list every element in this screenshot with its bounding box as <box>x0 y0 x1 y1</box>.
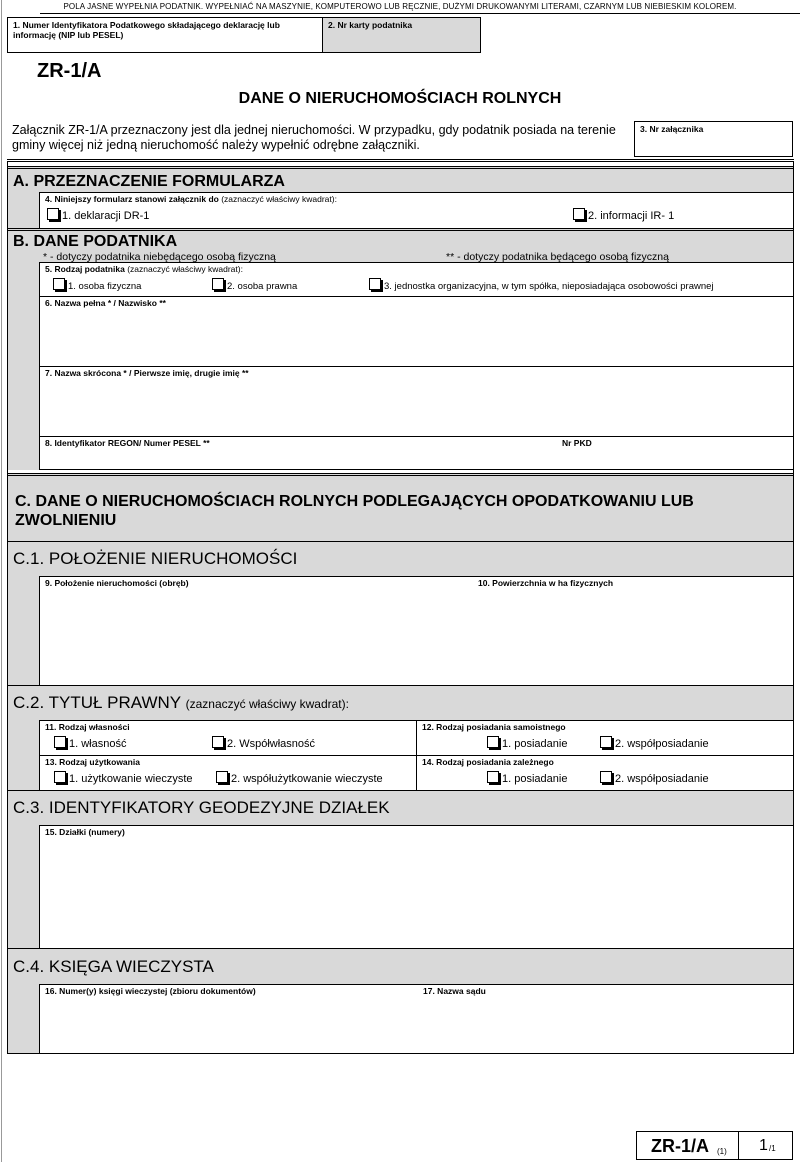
option-co-ownership[interactable]: 2. Współwłasność <box>212 736 315 750</box>
option-co-possession-14[interactable]: 2. współposiadanie <box>600 771 709 785</box>
left-margin-line <box>1 0 2 1162</box>
intro-text: Załącznik ZR-1/A przeznaczony jest dla jednej nieruchomości. W przypadku, gdy podatnik posiada na terenie gminy więcej niż jedną nieruchomość należy wypełnić odrębne załączniki. <box>12 123 616 152</box>
field-7-short-name[interactable] <box>39 366 793 436</box>
checkbox-legal-person[interactable] <box>212 278 224 290</box>
section-c-title: C. DANE O NIERUCHOMOŚCIACH ROLNYCH PODLEGAJĄCYCH OPODATKOWANIU LUB ZWOLNIENIU <box>15 493 694 529</box>
checkbox-co-possession-12[interactable] <box>600 736 612 748</box>
field-8-regon-pesel[interactable] <box>39 436 793 470</box>
c4-header <box>8 948 793 984</box>
field-12-independent-possession <box>416 720 793 755</box>
c3-title: C.3. IDENTYFIKATORY GEODEZYJNE DZIAŁEK <box>13 798 390 817</box>
field-9-location[interactable] <box>39 576 793 685</box>
c4-margin <box>8 984 39 1053</box>
option-legal-person[interactable]: 2. osoba prawna <box>212 278 297 292</box>
checkbox-ownership[interactable] <box>54 736 66 748</box>
form-code: ZR-1/A <box>37 60 102 82</box>
field-6-full-name[interactable] <box>39 296 793 366</box>
form-title: DANE O NIERUCHOMOŚCIACH ROLNYCH <box>238 90 562 107</box>
option-possession-12[interactable]: 1. posiadanie <box>487 736 567 750</box>
option-possession-14[interactable]: 1. posiadanie <box>487 771 567 785</box>
checkbox-org-unit[interactable] <box>369 278 381 290</box>
field-11-label: 11. Rodzaj własności <box>45 722 130 732</box>
taxpayer-card-number-field <box>322 17 481 53</box>
section-b-margin <box>8 262 39 470</box>
checkbox-possession-12[interactable] <box>487 736 499 748</box>
footer-form-code: ZR-1/A <box>651 1136 709 1156</box>
checkbox-dr1[interactable] <box>47 208 59 220</box>
checkbox-perpetual-usufruct[interactable] <box>54 771 66 783</box>
section-a-margin <box>8 192 39 228</box>
footer-form-version: (1) <box>717 1147 727 1156</box>
attachment-number-label: 3. Nr załącznika <box>640 124 704 134</box>
field-13-usage <box>39 755 416 790</box>
note-natural-person: ** - dotyczy podatnika będącego osobą fizyczną <box>446 251 669 263</box>
c2-title: C.2. TYTUŁ PRAWNY (zaznaczyć właściwy kwadrat): <box>13 693 349 712</box>
c1-header <box>8 541 793 576</box>
field-5 <box>39 262 793 296</box>
checkbox-ir1[interactable] <box>573 208 585 220</box>
checkbox-possession-14[interactable] <box>487 771 499 783</box>
section-a-header <box>8 166 793 192</box>
c2-header <box>8 685 793 720</box>
section-b-header <box>8 228 793 262</box>
checkbox-co-perpetual-usufruct[interactable] <box>216 771 228 783</box>
field-16-land-register[interactable] <box>39 984 793 1053</box>
field-11-ownership <box>39 720 416 755</box>
field-13-label: 13. Rodzaj użytkowania <box>45 757 140 767</box>
field-14-label: 14. Rodzaj posiadania zależnego <box>422 757 554 767</box>
field-4-label: 4. Niniejszy formularz stanowi załącznik do (zaznaczyć właściwy kwadrat): <box>45 194 337 204</box>
taxpayer-card-number-label: 2. Nr karty podatnika <box>328 20 413 30</box>
option-natural-person[interactable]: 1. osoba fizyczna <box>53 278 141 292</box>
nip-pesel-field[interactable] <box>7 17 323 53</box>
field-17-label: 17. Nazwa sądu <box>423 986 486 996</box>
option-dr1[interactable]: 1. deklaracji DR-1 <box>47 208 149 222</box>
footer-page-total: /1 <box>769 1144 776 1153</box>
field-8-label: 8. Identyfikator REGON/ Numer PESEL ** <box>45 438 210 448</box>
top-divider <box>40 13 800 14</box>
c2-margin <box>8 720 39 790</box>
pkd-label: Nr PKD <box>562 438 592 448</box>
footer-form-code-box <box>636 1131 739 1160</box>
field-16-label: 16. Numer(y) księgi wieczystej (zbioru dokumentów) <box>45 986 256 996</box>
frame-top-rule <box>7 159 794 162</box>
field-10-label: 10. Powierzchnia w ha fizycznych <box>478 578 614 588</box>
section-a-title: A. PRZEZNACZENIE FORMULARZA <box>13 173 285 190</box>
field-15-label: 15. Działki (numery) <box>45 827 125 837</box>
checkbox-natural-person[interactable] <box>53 278 65 290</box>
c3-header <box>8 790 793 825</box>
c3-margin <box>8 825 39 948</box>
field-7-label: 7. Nazwa skrócona * / Pierwsze imię, drugie imię ** <box>45 368 249 378</box>
top-instruction: POLA JASNE WYPEŁNIA PODATNIK. WYPEŁNIAĆ NA MASZYNIE, KOMPUTEROWO LUB RĘCZNIE, DUŻYMI DRUKOWANYMI LITERAMI, CZARNYM LUB NIEBIESKIM KOLOREM. <box>63 2 737 11</box>
option-co-possession-12[interactable]: 2. współposiadanie <box>600 736 709 750</box>
field-9-label: 9. Położenie nieruchomości (obręb) <box>45 578 189 588</box>
checkbox-co-possession-14[interactable] <box>600 771 612 783</box>
option-ownership[interactable]: 1. własność <box>54 736 126 750</box>
footer-page-number: 1 <box>759 1137 768 1154</box>
c1-margin <box>8 576 39 685</box>
field-6-label: 6. Nazwa pełna * / Nazwisko ** <box>45 298 166 308</box>
option-co-perpetual-usufruct[interactable]: 2. współużytkowanie wieczyste <box>216 771 383 785</box>
field-4 <box>39 192 793 228</box>
note-non-natural-person: * - dotyczy podatnika niebędącego osobą fizyczną <box>43 251 276 263</box>
section-b-title: B. DANE PODATNIKA <box>13 233 178 250</box>
field-12-label: 12. Rodzaj posiadania samoistnego <box>422 722 566 732</box>
option-ir1[interactable]: 2. informacji IR- 1 <box>573 208 674 222</box>
c1-title: C.1. POŁOŻENIE NIERUCHOMOŚCI <box>13 549 298 568</box>
c4-title: C.4. KSIĘGA WIECZYSTA <box>13 957 214 976</box>
section-c-header <box>8 473 793 541</box>
checkbox-co-ownership[interactable] <box>212 736 224 748</box>
attachment-number-field[interactable] <box>634 121 793 157</box>
field-15-plots[interactable] <box>39 825 793 948</box>
field-14-dependent-possession <box>416 755 793 790</box>
option-org-unit[interactable]: 3. jednostka organizacyjna, w tym spółka, nieposiadająca osobowości prawnej <box>369 278 714 292</box>
field-5-label: 5. Rodzaj podatnika (zaznaczyć właściwy kwadrat): <box>45 264 243 274</box>
footer-page-box <box>738 1131 793 1160</box>
nip-pesel-label: 1. Numer Identyfikatora Podatkowego składającego deklarację lub informację (NIP lub PESEL) <box>13 20 280 40</box>
option-perpetual-usufruct[interactable]: 1. użytkowanie wieczyste <box>54 771 193 785</box>
